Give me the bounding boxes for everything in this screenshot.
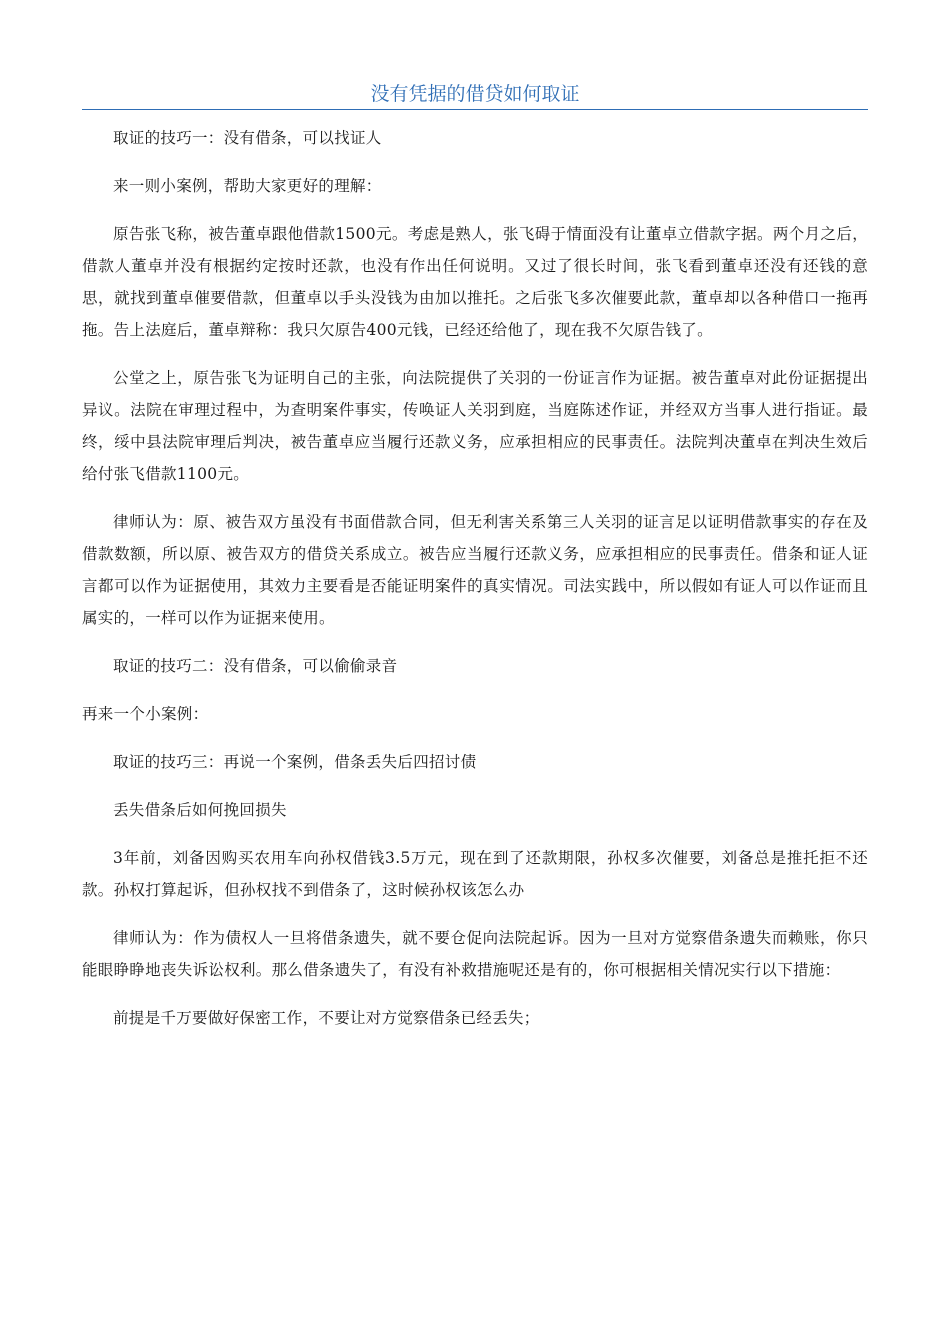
paragraph-lawyer-opinion-one: 律师认为：原、被告双方虽没有书面借款合同，但无利害关系第三人关羽的证言足以证明借款事实的存在及借款数额，所以原、被告双方的借贷关系成立。被告应当履行还款义务，应承担相应的民事责任。借条和证人证言都可以作为证据使用，其效力主要看是否能证明案件的真实情况。司法实践中，所以假如有证人可以作证而且属实的，一样可以作为证据来使用。 — [82, 513, 868, 627]
paragraph-precondition: 前提是千万要做好保密工作，不要让对方觉察借条已经丢失； — [113, 1009, 540, 1027]
paragraph-tip-two-heading: 取证的技巧二：没有借条，可以偷偷录音 — [113, 657, 398, 675]
paragraph-tip-three-heading: 取证的技巧三：再说一个案例，借条丢失后四招讨债 — [113, 753, 477, 771]
paragraph-court-proceedings: 公堂之上，原告张飞为证明自己的主张，向法院提供了关羽的一份证言作为证据。被告董卓对此份证据提出异议。法院在审理过程中，为查明案件事实，传唤证人关羽到庭，当庭陈述作证，并经双方当事人进行指证。最终，绥中县法院审理后判决，被告董卓应当履行还款义务，应承担相应的民事责任。法院判决董卓在判决生效后给付张飞借款1100元。 — [82, 369, 868, 483]
paragraph-case-facts: 原告张飞称，被告董卓跟他借款1500元。考虑是熟人，张飞碍于情面没有让董卓立借款字据。两个月之后，借款人董卓并没有根据约定按时还款，也没有作出任何说明。又过了很长时间，张飞看到董卓还没有还钱的意思，就找到董卓催要借款，但董卓以手头没钱为由加以推托。之后张飞多次催要此款，董卓却以各种借口一拖再拖。告上法庭后，董卓辩称：我只欠原告400元钱，已经还给他了，现在我不欠原告钱了。 — [82, 225, 868, 339]
paragraph-lost-iou-subheading: 丢失借条后如何挽回损失 — [113, 801, 287, 819]
paragraph-lawyer-opinion-two: 律师认为：作为债权人一旦将借条遗失，就不要仓促向法院起诉。因为一旦对方觉察借条遗失而赖账，你只能眼睁睁地丧失诉讼权利。那么借条遗失了，有没有补救措施呢还是有的，你可根据相关情况实行以下措施： — [82, 929, 868, 979]
document-title: 没有凭据的借贷如何取证 — [370, 83, 580, 105]
paragraph-another-case: 再来一个小案例： — [82, 705, 209, 723]
title-underline — [82, 109, 868, 110]
paragraph-lost-iou-case: 3年前，刘备因购买农用车向孙权借钱3.5万元，现在到了还款期限，孙权多次催要，刘备总是推托拒不还款。孙权打算起诉，但孙权找不到借条了，这时候孙权该怎么办 — [82, 849, 868, 899]
paragraph-case-intro: 来一则小案例，帮助大家更好的理解： — [113, 177, 382, 195]
paragraph-tip-one-heading: 取证的技巧一：没有借条，可以找证人 — [113, 129, 382, 147]
document-body — [82, 122, 868, 1050]
